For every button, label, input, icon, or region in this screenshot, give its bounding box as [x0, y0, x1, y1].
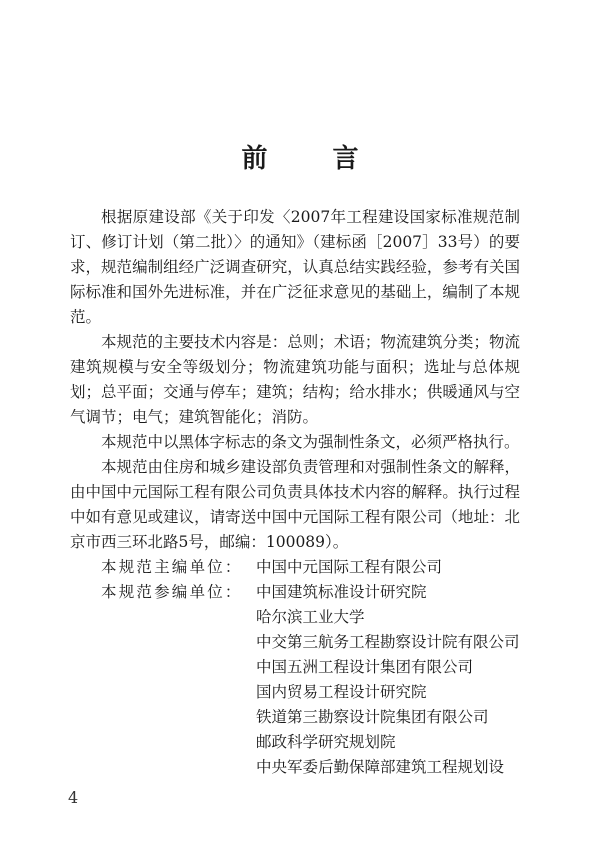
page-number: 4 [68, 788, 79, 807]
participants-row [70, 580, 520, 780]
chief-editor-label: 本规范主编单位： [101, 558, 243, 576]
paragraph-management: 本规范由住房和城乡建设部负责管理和对强制性条文的解释，由中国中元国际工程有限公司负责具体技术内容的解释。执行过程中如有意见或建议，请寄送中国中元国际工程有限公司（地址：北京市西三环北路5号，邮编：100089）。 [70, 458, 520, 551]
participant-org: 哈尔滨工业大学 [256, 608, 365, 626]
chief-editor-row [70, 555, 520, 580]
paragraph-mandatory: 本规范中以黑体字标志的条文为强制性条文，必须严格执行。 [101, 433, 520, 451]
participants-label: 本规范参编单位： [101, 583, 243, 601]
participant-org: 中国五洲工程设计集团有限公司 [256, 658, 474, 676]
participant-org: 中交第三航务工程勘察设计院有限公司 [256, 633, 520, 651]
paragraph-contents: 本规范的主要技术内容是：总则；术语；物流建筑分类；物流建筑规模与安全等级划分；物流建筑功能与面积；选址与总体规划；总平面；交通与停车；建筑；结构；给水排水；供暖通风与空气调节；电气；建筑智能化；消防。 [70, 333, 520, 426]
paragraph-basis: 根据原建设部《关于印发〈2007年工程建设国家标准规范制订、修订计划（第二批）〉的通知》（建标函［2007］33号）的要求，规范编制组经广泛调查研究，认真总结实践经验，参考有关国际标准和国外先进标准，并在广泛征求意见的基础上，编制了本规范。 [70, 208, 520, 326]
chief-editor-org: 中国中元国际工程有限公司 [256, 558, 443, 576]
participant-org: 中国建筑标准设计研究院 [256, 583, 427, 601]
participant-org: 铁道第三勘察设计院集团有限公司 [256, 708, 489, 726]
preface-body [70, 205, 520, 780]
participant-org: 中央军委后勤保障部建筑工程规划设 [256, 758, 505, 776]
page-title: 前 言 [241, 144, 387, 174]
participant-org: 邮政科学研究规划院 [256, 733, 396, 751]
participant-org: 国内贸易工程设计研究院 [256, 683, 427, 701]
